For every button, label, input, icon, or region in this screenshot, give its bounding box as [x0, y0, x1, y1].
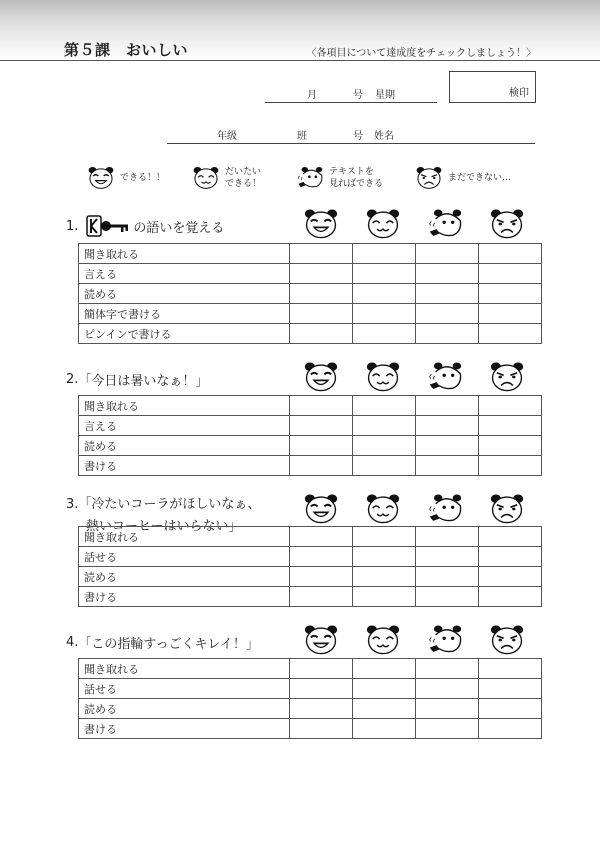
rating-cell[interactable] — [416, 396, 479, 416]
panda-grin-icon — [304, 624, 338, 656]
rating-cell[interactable] — [290, 436, 353, 456]
table-row — [79, 719, 542, 739]
name-underline — [167, 143, 535, 144]
rating-cell[interactable] — [290, 699, 353, 719]
grade-label: 年级 — [217, 131, 237, 142]
check-stamp-box — [449, 71, 536, 103]
section-number: 4. — [66, 635, 79, 650]
row-label: 言える — [79, 416, 290, 436]
table-row — [79, 567, 542, 587]
rating-cell[interactable] — [479, 284, 542, 304]
legend-label: まだできない… — [448, 173, 512, 183]
rating-cell[interactable] — [290, 659, 353, 679]
rating-cell[interactable] — [416, 679, 479, 699]
legend-can-do — [88, 166, 165, 190]
instruction-text: 〈各項目について達成度をチェックしましょう！〉 — [306, 48, 536, 59]
rating-cell[interactable] — [290, 244, 353, 264]
rating-cell[interactable] — [353, 567, 416, 587]
panda-grin-icon — [304, 208, 338, 240]
section-2-title — [66, 370, 208, 389]
panda-worried-icon — [416, 166, 442, 190]
rating-cell[interactable] — [290, 567, 353, 587]
rating-cell[interactable] — [290, 679, 353, 699]
row-label: 書ける — [79, 456, 290, 476]
rating-cell[interactable] — [353, 719, 416, 739]
table-row — [79, 416, 542, 436]
rating-cell[interactable] — [416, 547, 479, 567]
row-label: 話せる — [79, 679, 290, 699]
panda-book-icon — [428, 624, 462, 656]
rating-cell[interactable] — [353, 587, 416, 607]
rating-cell[interactable] — [479, 567, 542, 587]
row-label: ピンインで書ける — [79, 324, 290, 344]
rating-cell[interactable] — [416, 527, 479, 547]
rating-cell[interactable] — [479, 547, 542, 567]
section-number: 2. — [66, 372, 79, 387]
panda-worried-icon — [490, 208, 524, 240]
panda-book-icon — [428, 361, 462, 393]
section-1-title — [66, 215, 224, 237]
name-label: 姓名 — [374, 131, 394, 142]
rating-cell[interactable] — [479, 679, 542, 699]
lesson-title: 第５課 おいしい — [64, 41, 189, 59]
month-label: 月 — [307, 90, 317, 101]
rating-cell[interactable] — [290, 547, 353, 567]
rating-cell[interactable] — [479, 304, 542, 324]
panda-smile-icon — [193, 166, 219, 190]
section-4-rating-faces — [290, 624, 538, 656]
rating-cell[interactable] — [353, 304, 416, 324]
row-label: 聞き取れる — [79, 244, 290, 264]
panda-smile-icon — [366, 493, 400, 525]
table-row — [79, 659, 542, 679]
table-row — [79, 264, 542, 284]
section-3-table — [78, 526, 542, 607]
row-label: 聞き取れる — [79, 527, 290, 547]
row-label: 読める — [79, 699, 290, 719]
section-title-text: 「今日は暑いなぁ！」 — [78, 374, 209, 389]
panda-grin-icon — [88, 166, 114, 190]
rating-cell[interactable] — [416, 284, 479, 304]
key-icon — [86, 215, 130, 237]
class-label: 班 — [297, 131, 307, 142]
day-label: 号 — [353, 90, 363, 101]
rating-cell[interactable] — [290, 416, 353, 436]
table-row — [79, 587, 542, 607]
rating-cell[interactable] — [290, 527, 353, 547]
rating-cell[interactable] — [416, 699, 479, 719]
section-title-text: 「冷たいコーラがほしいなぁ、 — [78, 497, 261, 512]
rating-cell[interactable] — [479, 699, 542, 719]
panda-smile-icon — [366, 361, 400, 393]
rating-cell[interactable] — [479, 527, 542, 547]
rating-cell[interactable] — [416, 304, 479, 324]
panda-smile-icon — [366, 208, 400, 240]
table-row — [79, 304, 542, 324]
section-title-text: 「この指輪すっごくキレイ！」 — [78, 637, 259, 652]
table-row — [79, 436, 542, 456]
rating-cell[interactable] — [290, 284, 353, 304]
row-label: 書ける — [79, 587, 290, 607]
rating-cell[interactable] — [416, 567, 479, 587]
table-row — [79, 324, 542, 344]
table-row — [79, 284, 542, 304]
rating-cell[interactable] — [479, 416, 542, 436]
legend-label: だいたい できる！ — [225, 167, 262, 189]
section-title-text: の語いを覚える — [133, 220, 225, 236]
section-1-rating-faces — [290, 208, 538, 240]
row-label: 読める — [79, 284, 290, 304]
rating-cell[interactable] — [290, 456, 353, 476]
header-divider — [0, 60, 600, 61]
rating-cell[interactable] — [290, 587, 353, 607]
section-4-table — [78, 658, 542, 739]
section-3-rating-faces — [290, 493, 538, 525]
rating-cell[interactable] — [290, 264, 353, 284]
legend-not-yet — [416, 166, 511, 190]
section-2-rating-faces — [290, 361, 538, 393]
weekday-label: 星期 — [375, 90, 395, 101]
table-row — [79, 699, 542, 719]
date-underline — [265, 102, 437, 103]
check-label: 検印 — [509, 88, 529, 99]
rating-cell[interactable] — [290, 396, 353, 416]
section-number: 3. — [66, 497, 79, 512]
section-4-title — [66, 633, 259, 652]
rating-cell[interactable] — [353, 436, 416, 456]
rating-cell[interactable] — [353, 456, 416, 476]
panda-grin-icon — [304, 361, 338, 393]
row-label: 言える — [79, 264, 290, 284]
rating-cell[interactable] — [353, 396, 416, 416]
row-label: 読める — [79, 436, 290, 456]
panda-book-icon — [297, 166, 323, 190]
table-row — [79, 396, 542, 416]
rating-cell[interactable] — [416, 456, 479, 476]
section-number: 1. — [66, 218, 79, 234]
table-row — [79, 527, 542, 547]
rating-cell[interactable] — [416, 436, 479, 456]
panda-worried-icon — [490, 493, 524, 525]
rating-cell[interactable] — [416, 659, 479, 679]
row-label: 聞き取れる — [79, 659, 290, 679]
row-label: 簡体字で書ける — [79, 304, 290, 324]
rating-cell[interactable] — [353, 264, 416, 284]
number-label: 号 — [353, 131, 363, 142]
rating-cell[interactable] — [353, 527, 416, 547]
rating-cell[interactable] — [479, 436, 542, 456]
table-row — [79, 456, 542, 476]
rating-cell[interactable] — [353, 659, 416, 679]
panda-worried-icon — [490, 361, 524, 393]
rating-cell[interactable] — [353, 699, 416, 719]
rating-cell[interactable] — [416, 244, 479, 264]
panda-grin-icon — [304, 493, 338, 525]
rating-cell[interactable] — [479, 719, 542, 739]
rating-cell[interactable] — [353, 284, 416, 304]
rating-cell[interactable] — [479, 456, 542, 476]
rating-cell[interactable] — [416, 719, 479, 739]
row-label: 読める — [79, 567, 290, 587]
table-row — [79, 244, 542, 264]
panda-worried-icon — [490, 624, 524, 656]
rating-cell[interactable] — [479, 324, 542, 344]
rating-cell[interactable] — [416, 416, 479, 436]
row-label: 話せる — [79, 547, 290, 567]
rating-cell[interactable] — [479, 659, 542, 679]
legend-mostly — [193, 166, 261, 190]
rating-cell[interactable] — [416, 324, 479, 344]
rating-cell[interactable] — [479, 264, 542, 284]
rating-cell[interactable] — [416, 264, 479, 284]
rating-cell[interactable] — [479, 244, 542, 264]
rating-cell[interactable] — [479, 587, 542, 607]
table-row — [79, 679, 542, 699]
panda-smile-icon — [366, 624, 400, 656]
rating-cell[interactable] — [479, 396, 542, 416]
legend-label: テキストを 見ればできる — [329, 167, 384, 189]
rating-cell[interactable] — [290, 324, 353, 344]
section-2-table — [78, 395, 542, 476]
panda-book-icon — [428, 208, 462, 240]
rating-cell[interactable] — [290, 304, 353, 324]
rating-cell[interactable] — [353, 244, 416, 264]
section-title-text-line2: 熱いコーヒーはいらない」 — [86, 519, 242, 534]
row-label: 聞き取れる — [79, 396, 290, 416]
table-row — [79, 547, 542, 567]
legend-label: できる！！ — [120, 173, 166, 183]
rating-cell[interactable] — [353, 416, 416, 436]
section-1-table — [78, 243, 542, 344]
rating-cell[interactable] — [353, 547, 416, 567]
legend-with-text — [297, 166, 383, 190]
row-label: 書ける — [79, 719, 290, 739]
rating-cell[interactable] — [353, 324, 416, 344]
rating-cell[interactable] — [290, 719, 353, 739]
panda-book-icon — [428, 493, 462, 525]
rating-cell[interactable] — [353, 679, 416, 699]
rating-cell[interactable] — [416, 587, 479, 607]
